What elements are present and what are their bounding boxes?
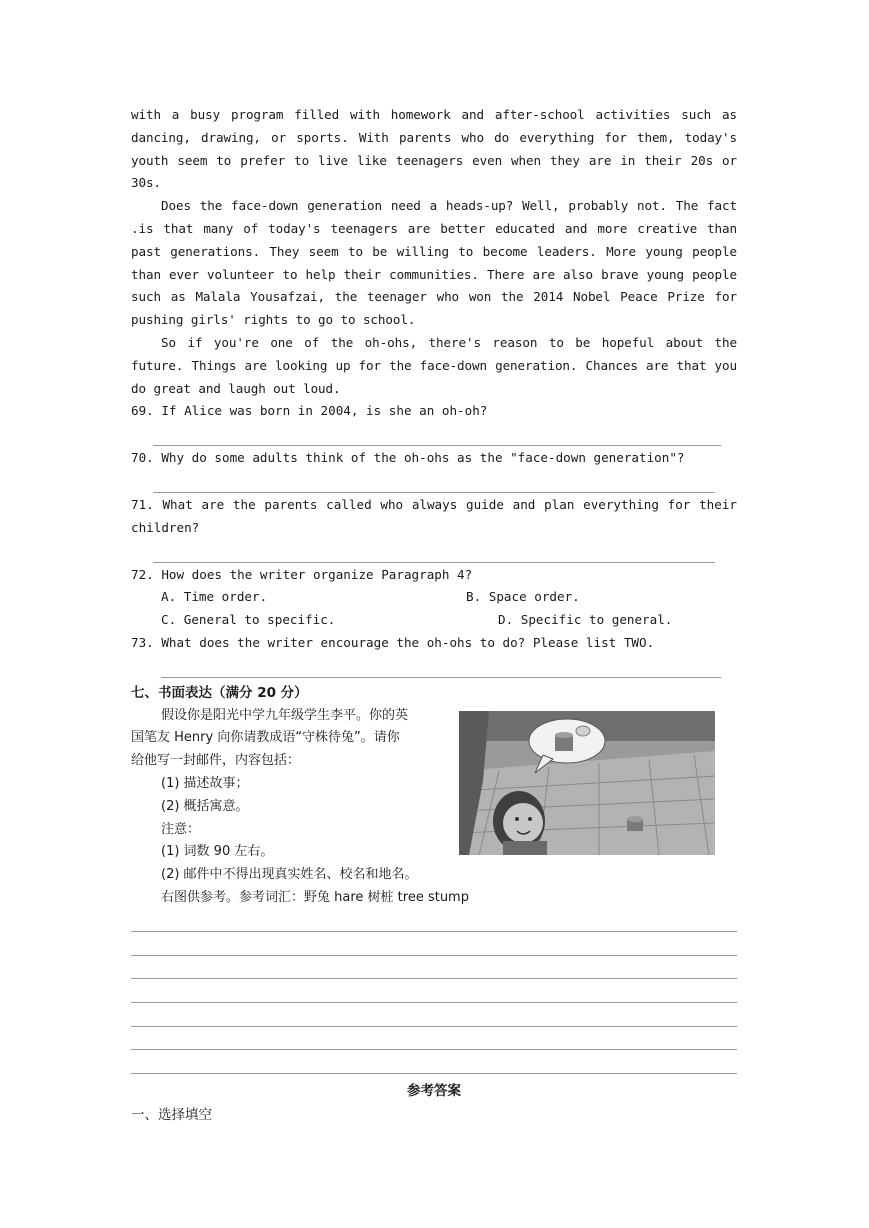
writing-line[interactable] (131, 956, 737, 980)
question-72-options (161, 586, 737, 632)
writing-reference: 右图供参考。参考词汇：野兔 hare 树桩 tree stump (161, 889, 469, 905)
option-a[interactable]: A. Time order. (161, 589, 268, 605)
writing-note-1: (1) 词数 90 左右。 (161, 844, 274, 860)
illustration-graphic (459, 711, 715, 855)
writing-item-2: (2) 概括寓意。 (161, 798, 249, 814)
passage-paragraph-5: So if you're one of the oh-ohs, there's reason to be hopeful about the future. Things are looking up for the face-down generation. Chances are that you do great and laugh out loud. (131, 334, 737, 396)
question-72: 72. How does the writer organize Paragraph 4? (131, 566, 473, 582)
writing-answer-area[interactable] (131, 909, 737, 1074)
answer-key-section-1: 一、选择填空 (131, 1107, 212, 1124)
writing-line-2: 国笔友 Henry 向你请教成语“守株待兔”。请你 (131, 730, 400, 746)
answer-key-title: 参考答案 (407, 1082, 461, 1099)
writing-item-1: (1) 描述故事； (161, 775, 249, 791)
question-69: 69. If Alice was born in 2004, is she an oh-oh? (131, 403, 488, 419)
passage-paragraph-4: Does the face-down generation need a heads-up? Well, probably not. The fact .is that many of today's teenagers are better educated and more creative than past generations. They seem to be willing to become leaders. More young people than ever volunteer to help their communities. There are also brave young people such as Malala Yousafzai, the teenager who won the 2014 Nobel Peace Prize for pushing girls' rights to go to school. (131, 198, 737, 328)
passage-paragraph-3-end: with a busy program filled with homework and after-school activities such as dancing, drawing, or sports. With parents who do everything for them, today's youth seem to prefer to live like teenagers even when they are in their 20s or 30s. (131, 107, 737, 191)
option-c[interactable]: C. General to specific. (161, 612, 336, 628)
question-70: 70. Why do some adults think of the oh-ohs as the "face-down generation"? (131, 450, 685, 466)
writing-line[interactable] (131, 909, 737, 933)
writing-line-3: 给他写一封邮件，内容包括： (131, 753, 301, 769)
question-73: 73. What does the writer encourage the oh-ohs to do? Please list TWO. (131, 634, 655, 650)
section-title-writing: 七、书面表达（满分 20 分） (131, 684, 308, 701)
writing-line[interactable] (131, 1050, 737, 1074)
writing-line-1: 假设你是阳光中学九年级学生李平。你的英 (161, 707, 409, 723)
answer-line-71[interactable] (153, 540, 715, 563)
writing-task (131, 705, 737, 905)
writing-line[interactable] (131, 1003, 737, 1027)
writing-note-2: (2) 邮件中不得出现真实姓名、校名和地名。 (161, 867, 418, 883)
answer-line-70[interactable] (153, 470, 715, 493)
writing-instructions (131, 705, 469, 910)
writing-line[interactable] (131, 1027, 737, 1051)
writing-line[interactable] (131, 932, 737, 956)
story-illustration (459, 711, 715, 855)
option-d[interactable]: D. Specific to general. (498, 612, 673, 628)
answer-line-69[interactable] (153, 423, 721, 446)
worksheet-page (131, 104, 737, 1127)
writing-line[interactable] (131, 979, 737, 1003)
answer-line-73[interactable] (161, 655, 721, 678)
option-b[interactable]: B. Space order. (466, 589, 580, 605)
question-71: 71. What are the parents called who always guide and plan everything for their children? (131, 496, 737, 535)
writing-note-label: 注意： (161, 821, 201, 837)
